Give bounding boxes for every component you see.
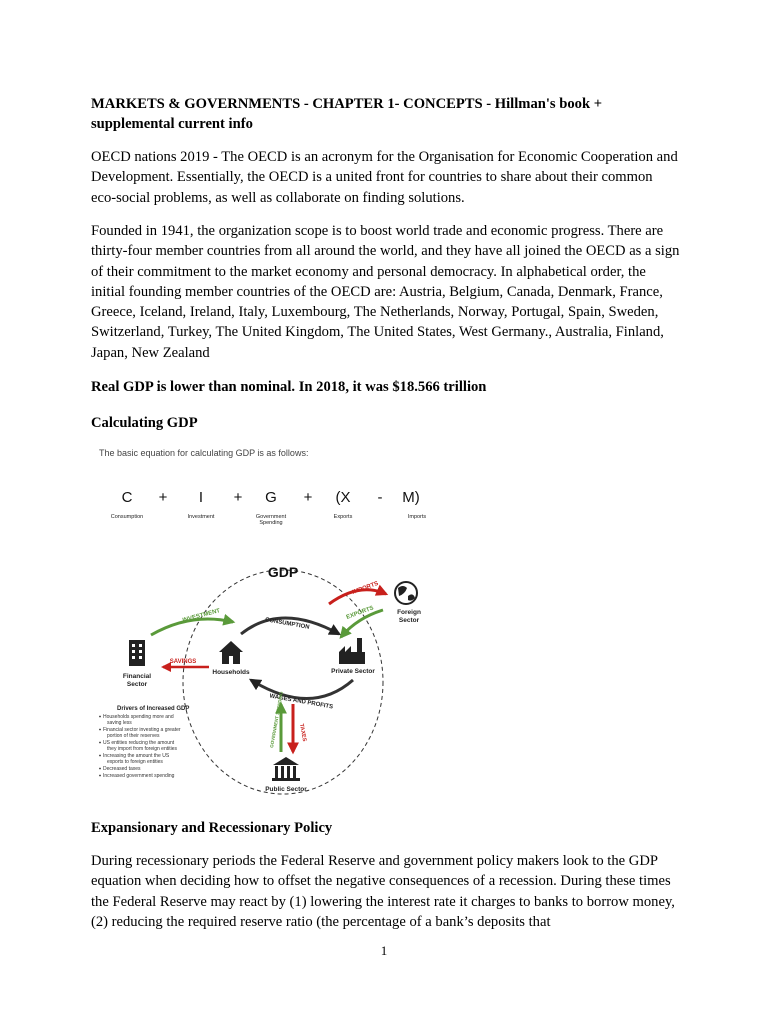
wages-and-profits-label: WAGES AND PROFITS bbox=[268, 693, 334, 711]
foreign-sector-globe-icon bbox=[395, 582, 417, 604]
label-government: Government bbox=[255, 514, 287, 520]
investment-label: INVESTMENT bbox=[181, 608, 221, 624]
financial-sector-label-2: Sector bbox=[126, 681, 148, 688]
households-label: Households bbox=[212, 669, 250, 676]
calculating-gdp-heading: Calculating GDP bbox=[91, 415, 198, 431]
driver-line: portion of their reserves bbox=[107, 733, 160, 739]
paragraph-policy: During recessionary periods the Federal Reserve and government policy makers look to the GDP equation when deciding how to offset the negative consequences of a recession. During these times the Federal Reserve may react by (1) lowering the interest rate it charges to banks to borrow money, (2) reducing the required reserve ratio (the percentage of a bank’s deposits that bbox=[91, 853, 675, 930]
driver-line: Households spending more and bbox=[103, 714, 174, 720]
equation-term-x: (X bbox=[335, 489, 351, 506]
equation-plus-2: + bbox=[233, 489, 243, 506]
exports-label: EXPORTS bbox=[345, 605, 375, 621]
equation-term-c: C bbox=[121, 489, 133, 506]
driver-line: Increased government spending bbox=[103, 773, 175, 779]
driver-line: they import from foreign entities bbox=[107, 746, 178, 752]
driver-line: Financial sector investing a greater bbox=[103, 727, 181, 733]
paragraph-oecd-founding: Founded in 1941, the organization scope is to boost world trade and economic progress. There are thirty-four member countries from all around the world, and they have all joined the OECD as a sign of their commitment to the market economy and personal democracy. In alphabetical order, the initial founding member countries of the OECD are: Austria, Belgium, Canada, Denmark, France, Greece, Iceland, Ireland, Italy, Luxembourg, The Netherlands, Norway, Portugal, Spain, Sweden, Switzerland, Turkey, The United Kingdom, The United States, West Germany., Australia, Finland, Japan, New Zealand bbox=[91, 223, 680, 361]
gdp-circular-flow-diagram bbox=[91, 552, 445, 800]
imports-label: IMPORTS bbox=[351, 580, 380, 596]
consumption-label: CONSUMPTION bbox=[264, 617, 310, 631]
equation-term-m: M) bbox=[402, 489, 420, 506]
equation-plus-3: + bbox=[303, 489, 313, 506]
foreign-sector-label-1: Foreign bbox=[397, 609, 421, 616]
equation-intro: The basic equation for calculating GDP is as follows: bbox=[99, 448, 309, 458]
driver-line: exports to foreign entities bbox=[107, 759, 163, 765]
paragraph-oecd-intro: OECD nations 2019 - The OECD is an acronym for the Organisation for Economic Cooperation and Development. Essentially, the OECD is a united front for countries to share about their common eco-social problems, as well as collaborate on finding solutions. bbox=[91, 149, 678, 206]
diagram-title: GDP bbox=[267, 564, 299, 580]
driver-line: saving less bbox=[107, 720, 132, 726]
driver-line: Decreased taxes bbox=[103, 766, 141, 772]
label-exports: Exports bbox=[333, 514, 353, 520]
label-consumption: Consumption bbox=[110, 514, 144, 520]
government-spending-label: GOVERNMENT SPENDING bbox=[269, 691, 284, 749]
gdp-equation-figure bbox=[91, 441, 439, 529]
taxes-label: TAXES bbox=[298, 723, 308, 743]
savings-label: SAVINGS bbox=[169, 659, 197, 665]
equation-term-i: I bbox=[198, 489, 204, 506]
driver-line: US entities reducing the amount bbox=[103, 740, 175, 746]
label-investment: Investment bbox=[187, 514, 215, 520]
public-sector-label: Public Sector bbox=[265, 786, 307, 793]
financial-sector-label-1: Financial bbox=[122, 673, 152, 680]
driver-line: Increasing the amount the US bbox=[103, 753, 170, 759]
label-imports: Imports bbox=[407, 514, 427, 520]
foreign-sector-label-2: Sector bbox=[398, 617, 420, 624]
policy-heading: Expansionary and Recessionary Policy bbox=[91, 820, 333, 836]
drivers-title: Drivers of Increased GDP bbox=[117, 706, 190, 712]
private-sector-label: Private Sector bbox=[331, 668, 375, 675]
equation-minus: - bbox=[377, 489, 383, 506]
document-heading: MARKETS & GOVERNMENTS - CHAPTER 1- CONCEPTS - Hillman's book + supplemental current info bbox=[91, 96, 603, 133]
gdp-statement: Real GDP is lower than nominal. In 2018, it was $18.566 trillion bbox=[91, 379, 487, 395]
equation-plus-1: + bbox=[158, 489, 168, 506]
label-spending: Spending bbox=[259, 520, 283, 526]
equation-term-g: G bbox=[265, 489, 277, 506]
financial-sector-building-icon bbox=[129, 640, 145, 666]
page-number: 1 bbox=[380, 943, 388, 958]
